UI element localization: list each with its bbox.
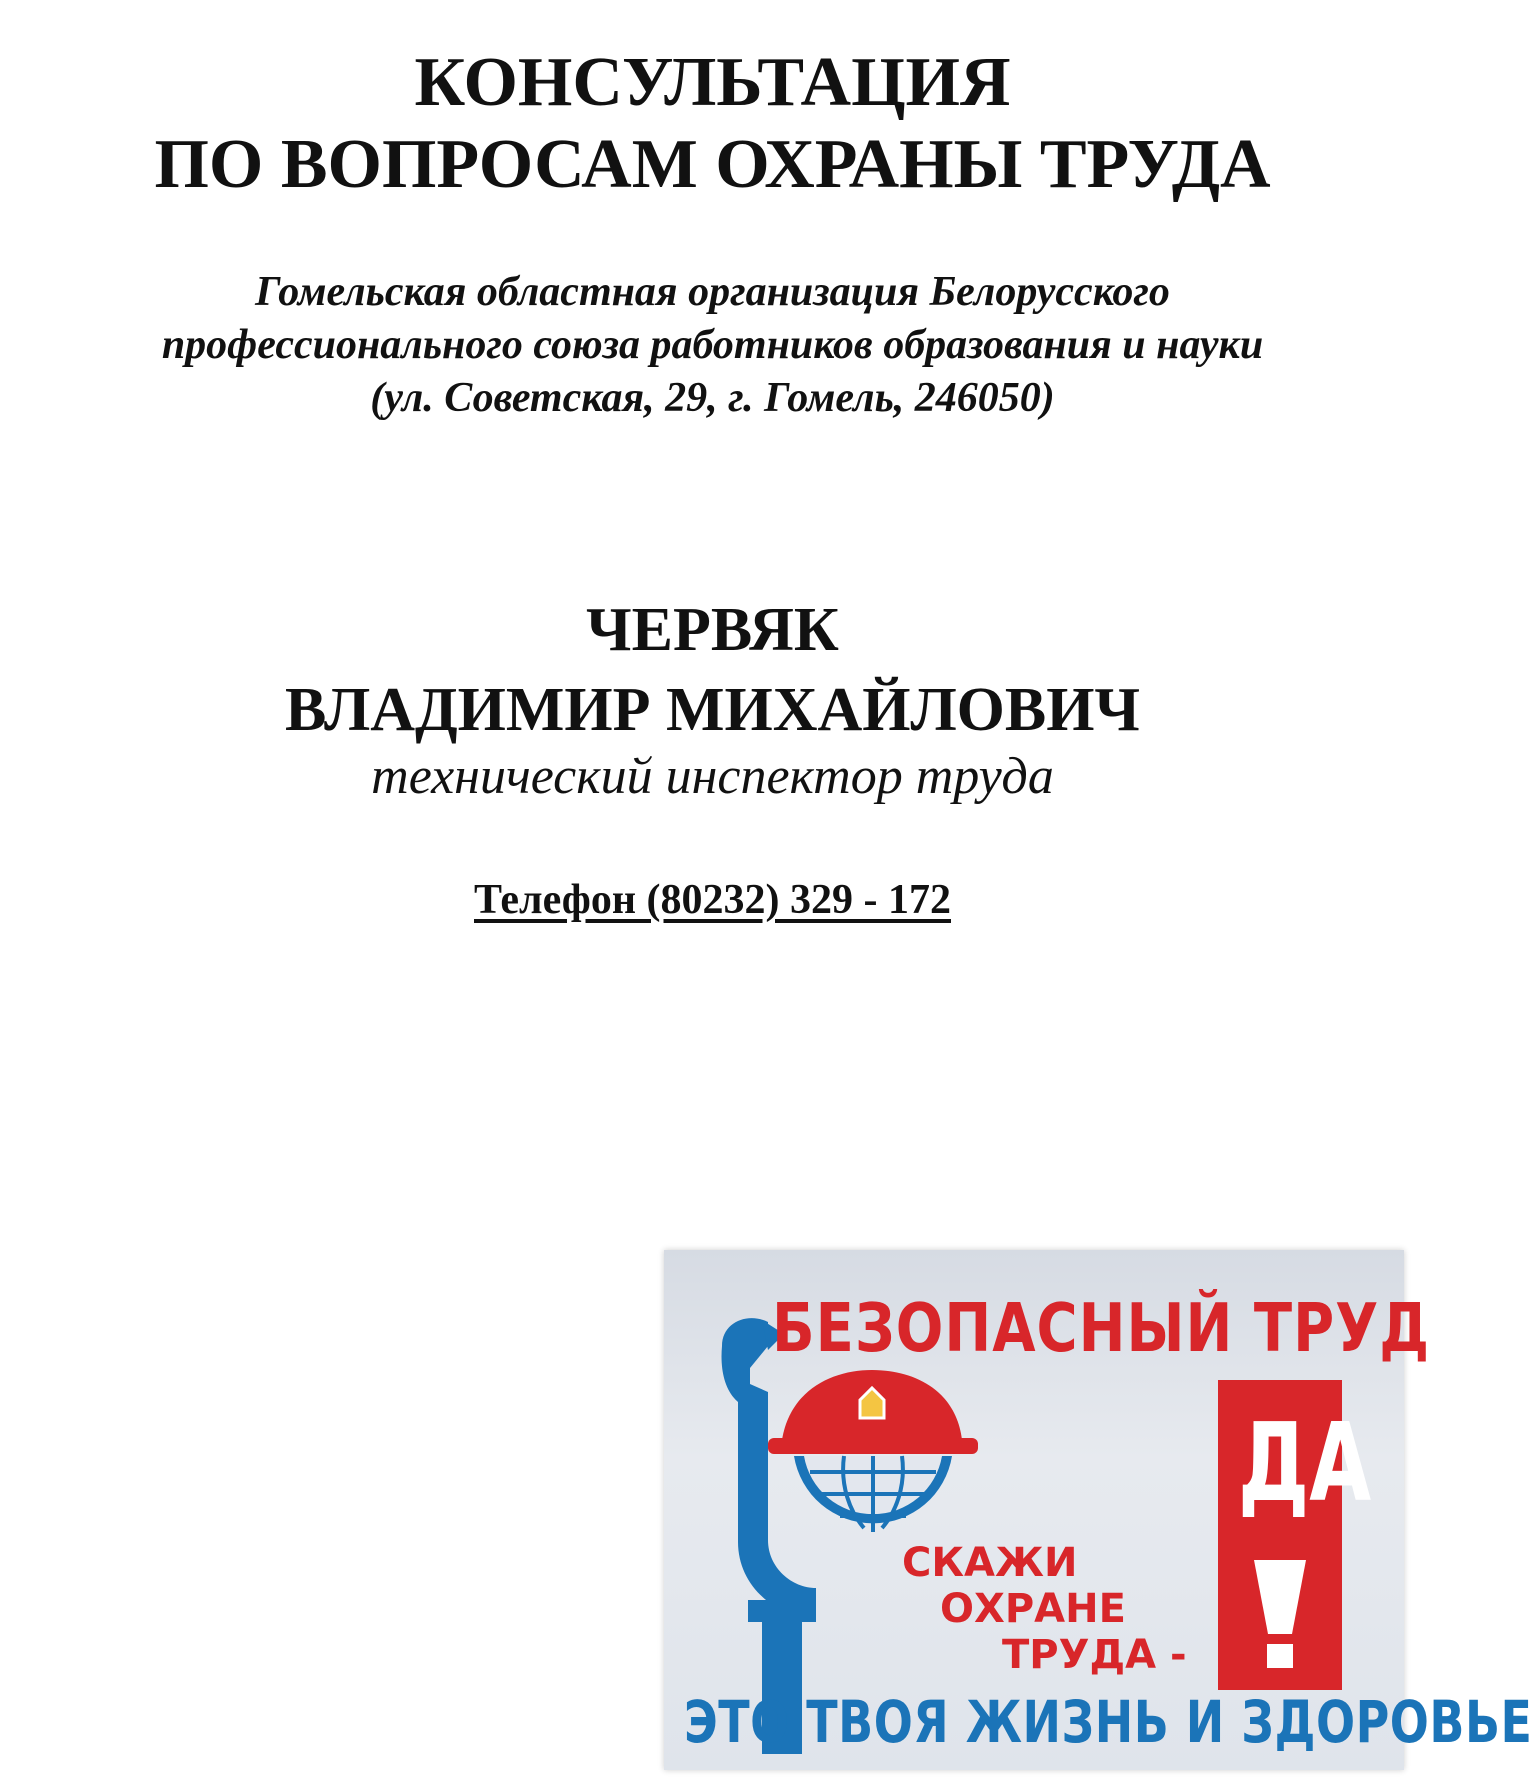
contact-position: технический инспектор труда bbox=[371, 748, 1054, 805]
organization-line-2: профессионального союза работников образования и науки bbox=[161, 322, 1264, 368]
safety-poster bbox=[664, 1250, 1532, 1770]
poster-say-line-3: ТРУДА - bbox=[1002, 1632, 1187, 1678]
poster-bottom-text: ЭТО ТВОЯ ЖИЗНЬ И ЗДОРОВЬЕ bbox=[684, 1688, 1532, 1756]
organization-block bbox=[0, 266, 1425, 425]
title-line-2: ПО ВОПРОСАМ ОХРАНЫ ТРУДА bbox=[154, 126, 1271, 203]
organization-address: (ул. Советская, 29, г. Гомель, 246050) bbox=[370, 375, 1055, 421]
contact-surname: ЧЕРВЯК bbox=[586, 596, 839, 664]
globe-icon bbox=[794, 1456, 952, 1532]
organization-line-1: Гомельская областная организация Белорусского bbox=[255, 269, 1170, 315]
title-line-1: КОНСУЛЬТАЦИЯ bbox=[414, 44, 1011, 121]
contact-phone bbox=[0, 872, 1425, 928]
phone-number: Телефон (80232) 329 - 172 bbox=[474, 877, 951, 923]
contact-person bbox=[0, 590, 1425, 750]
contact-name: ВЛАДИМИР МИХАЙЛОВИЧ bbox=[285, 676, 1140, 744]
poster-say-line-1: СКАЖИ bbox=[902, 1540, 1078, 1586]
poster-say-line-2: ОХРАНЕ bbox=[940, 1586, 1126, 1632]
poster-badge: ДА bbox=[1238, 1400, 1372, 1526]
page-title bbox=[0, 42, 1425, 206]
poster-headline: БЕЗОПАСНЫЙ ТРУД bbox=[772, 1290, 1431, 1368]
hard-hat-icon bbox=[768, 1370, 978, 1454]
